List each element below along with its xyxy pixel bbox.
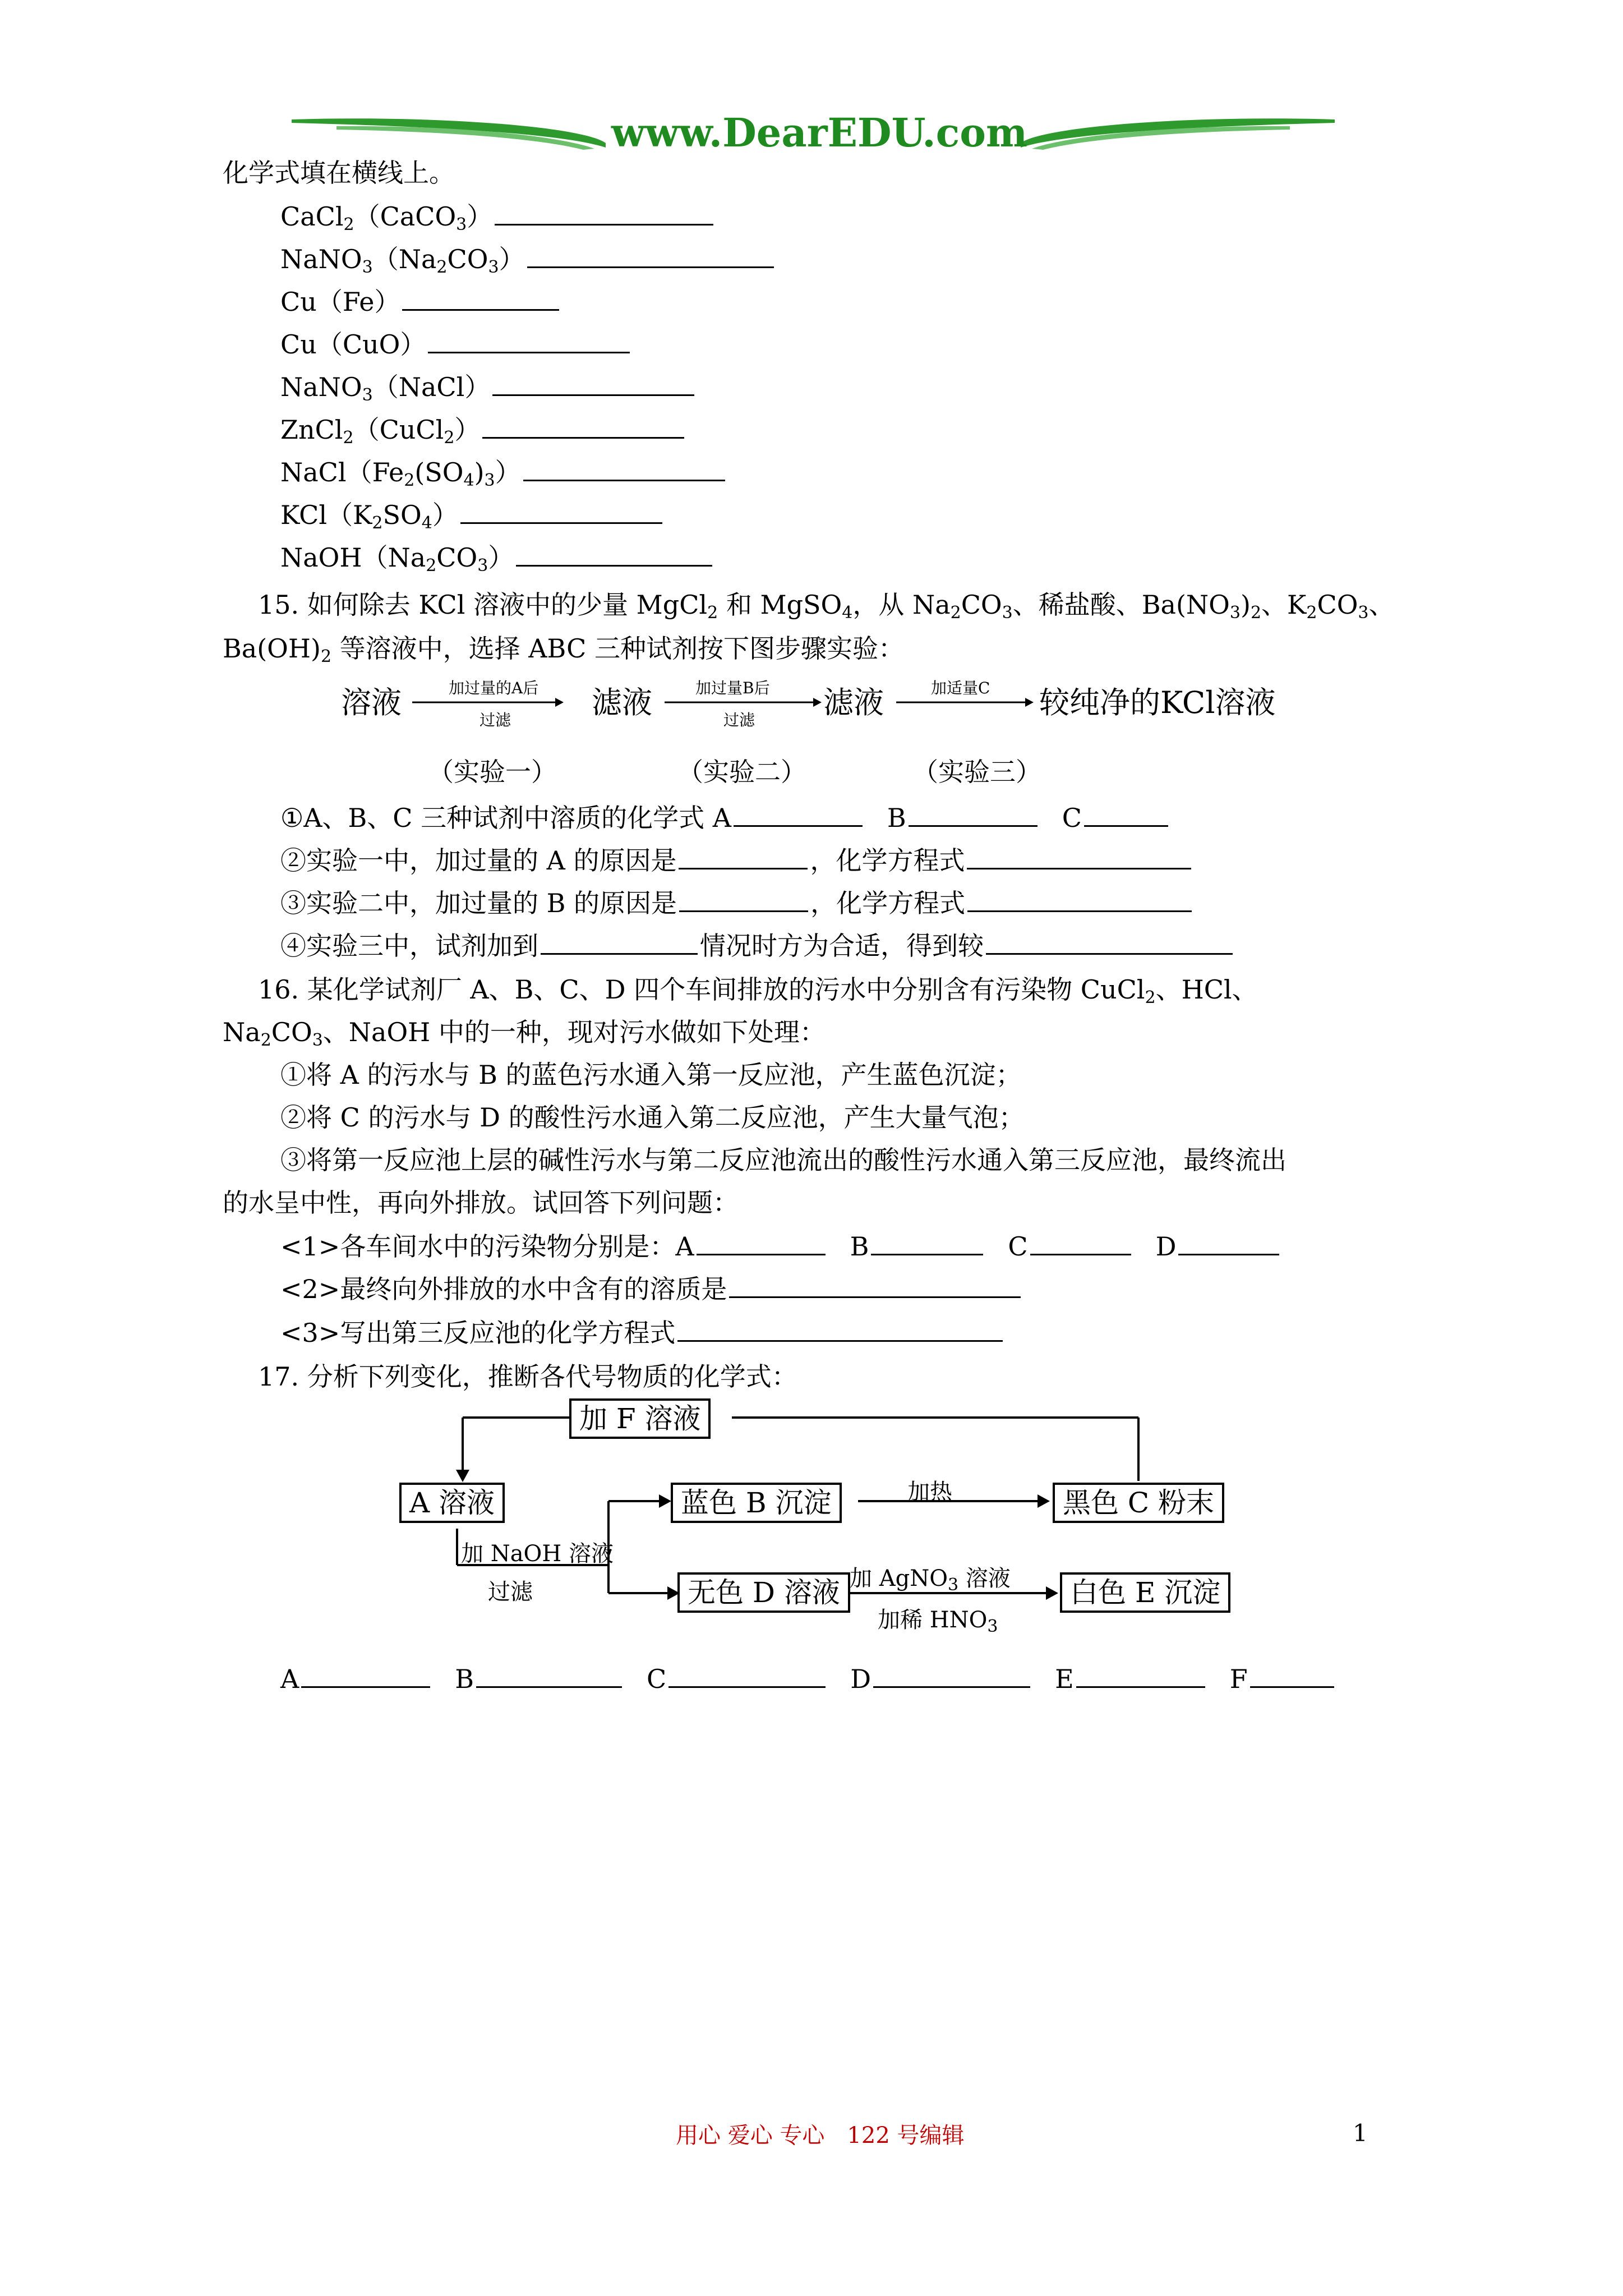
q15-line2: $Ba(OH)_2$ 等溶液中，选择 ABC 三种试剂按下图步骤实验： [223, 633, 904, 666]
q17-answers: A B C D E F [280, 1662, 1336, 1696]
page-number: 1 [1353, 2119, 1368, 2147]
q16-a2: <2>最终向外排放的水中含有的溶质是 [280, 1272, 1023, 1306]
answer-blank[interactable] [873, 1664, 1030, 1688]
q16-p3a: ③将第一反应池上层的碱性污水与第二反应池流出的酸性污水通入第三反应池，最终流出 [280, 1145, 1287, 1175]
q15-sub1: ①A、B、C 三种试剂中溶质的化学式 A B C [280, 801, 1170, 835]
q16-a3: <3>写出第三反应池的化学方程式 [280, 1316, 1005, 1350]
q16-p2: ②将 C 的污水与 D 的酸性污水通入第二反应池，产生大量气泡； [280, 1102, 1025, 1133]
exp-label-3: （实验三） [912, 757, 1041, 787]
flow-arrow3-top: 加适量C [931, 679, 990, 697]
answer-blank[interactable] [1250, 1664, 1334, 1688]
flow-solution: 溶液 [341, 685, 402, 720]
box-a-solution: A 溶液 [399, 1483, 505, 1523]
impurity-item: $NaOH(Na_2CO_3)$ [280, 541, 714, 574]
impurity-item: $NaNO_3(Na_2CO_3)$ [280, 242, 776, 276]
answer-blank[interactable] [301, 1664, 430, 1688]
q16-line1: 16. 某化学试剂厂 A、B、C、D 四个车间排放的污水中分别含有污染物 CuCl$_2$、HCl、 [258, 974, 1258, 1007]
answer-blank[interactable] [476, 1664, 622, 1688]
impurity-item: $NaCl(Fe_2(SO_4)_3)$ [280, 455, 727, 489]
q16-a1: <1>各车间水中的污染物分别是：A B C D [280, 1230, 1281, 1263]
flow-arrow1-top: 加过量的A后 [449, 679, 539, 697]
label-add-agno3: 加 AgNO$_3$ 溶液 [850, 1566, 1011, 1595]
answer-blank[interactable] [1076, 1664, 1205, 1688]
exp-label-1: （实验一） [428, 757, 557, 787]
intro-line: 化学式填在横线上。 [223, 158, 455, 188]
box-white-e-precipitate: 白色 E 沉淀 [1060, 1572, 1230, 1613]
box-add-f-solution: 加 F 溶液 [569, 1398, 711, 1439]
logo-text: www.DearEDU.com [611, 109, 1028, 156]
impurity-item: Cu（CuO） [280, 328, 632, 361]
q15-sub4: ④实验三中，试剂加到 情况时方为合适，得到较 [280, 929, 1235, 963]
q17-title: 17. 分析下列变化，推断各代号物质的化学式： [258, 1361, 797, 1392]
impurity-item: Cu（Fe） [280, 285, 561, 319]
impurity-item: $KCl(K_2SO_4)$ [280, 498, 665, 532]
label-add-naoh: 加 NaOH 溶液 [461, 1541, 614, 1567]
flow-pure-kcl: 较纯净的KCl溶液 [1039, 685, 1276, 720]
q16-p3b: 的水呈中性，再向外排放。试回答下列问题： [223, 1188, 739, 1218]
footer-editor-credit: 用心 爱心 专心 122 号编辑 [676, 2123, 965, 2148]
q16-p1: ①将 A 的污水与 B 的蓝色污水通入第一反应池，产生蓝色沉淀； [280, 1060, 1022, 1090]
exp-label-2: （实验二） [677, 757, 806, 787]
label-heat: 加热 [907, 1479, 952, 1505]
q15-line1: 15. 如何除去 KCl 溶液中的少量 MgCl$_2$ 和 MgSO$_4$，从 $Na_2CO_3$、稀盐酸、$Ba(NO_3)_2$、$K_2CO_3$、 [258, 590, 1395, 623]
q15-sub2: ②实验一中，加过量的 A 的原因是 ，化学方程式 [280, 844, 1193, 877]
impurity-item: NaNO$_3$（NaCl） [280, 370, 697, 404]
label-filter: 过滤 [488, 1579, 533, 1605]
q16-line2: $Na_2CO_3$、NaOH 中的一种，现对污水做如下处理： [223, 1017, 826, 1050]
impurity-item: ZnCl$_2$（CuCl$_2$） [280, 413, 686, 447]
flow-arrow2-bottom: 过滤 [723, 711, 755, 729]
box-black-c-powder: 黑色 C 粉末 [1053, 1483, 1224, 1523]
flow-filtrate-1: 滤液 [592, 685, 652, 720]
answer-blank[interactable] [668, 1664, 826, 1688]
q15-sub3: ③实验二中，加过量的 B 的原因是 ，化学方程式 [280, 886, 1194, 920]
flow-filtrate-2: 滤液 [823, 685, 884, 720]
flow-arrow1-bottom: 过滤 [479, 711, 511, 729]
box-colorless-d-solution: 无色 D 溶液 [677, 1572, 850, 1613]
label-add-dilute-hno3: 加稀 $HNO_3$ [878, 1607, 998, 1636]
flow-arrow2-top: 加过量B后 [695, 679, 770, 697]
impurity-item: CaCl$_2$（CaCO$_3$） [280, 200, 716, 233]
box-blue-b-precipitate: 蓝色 B 沉淀 [671, 1483, 842, 1523]
